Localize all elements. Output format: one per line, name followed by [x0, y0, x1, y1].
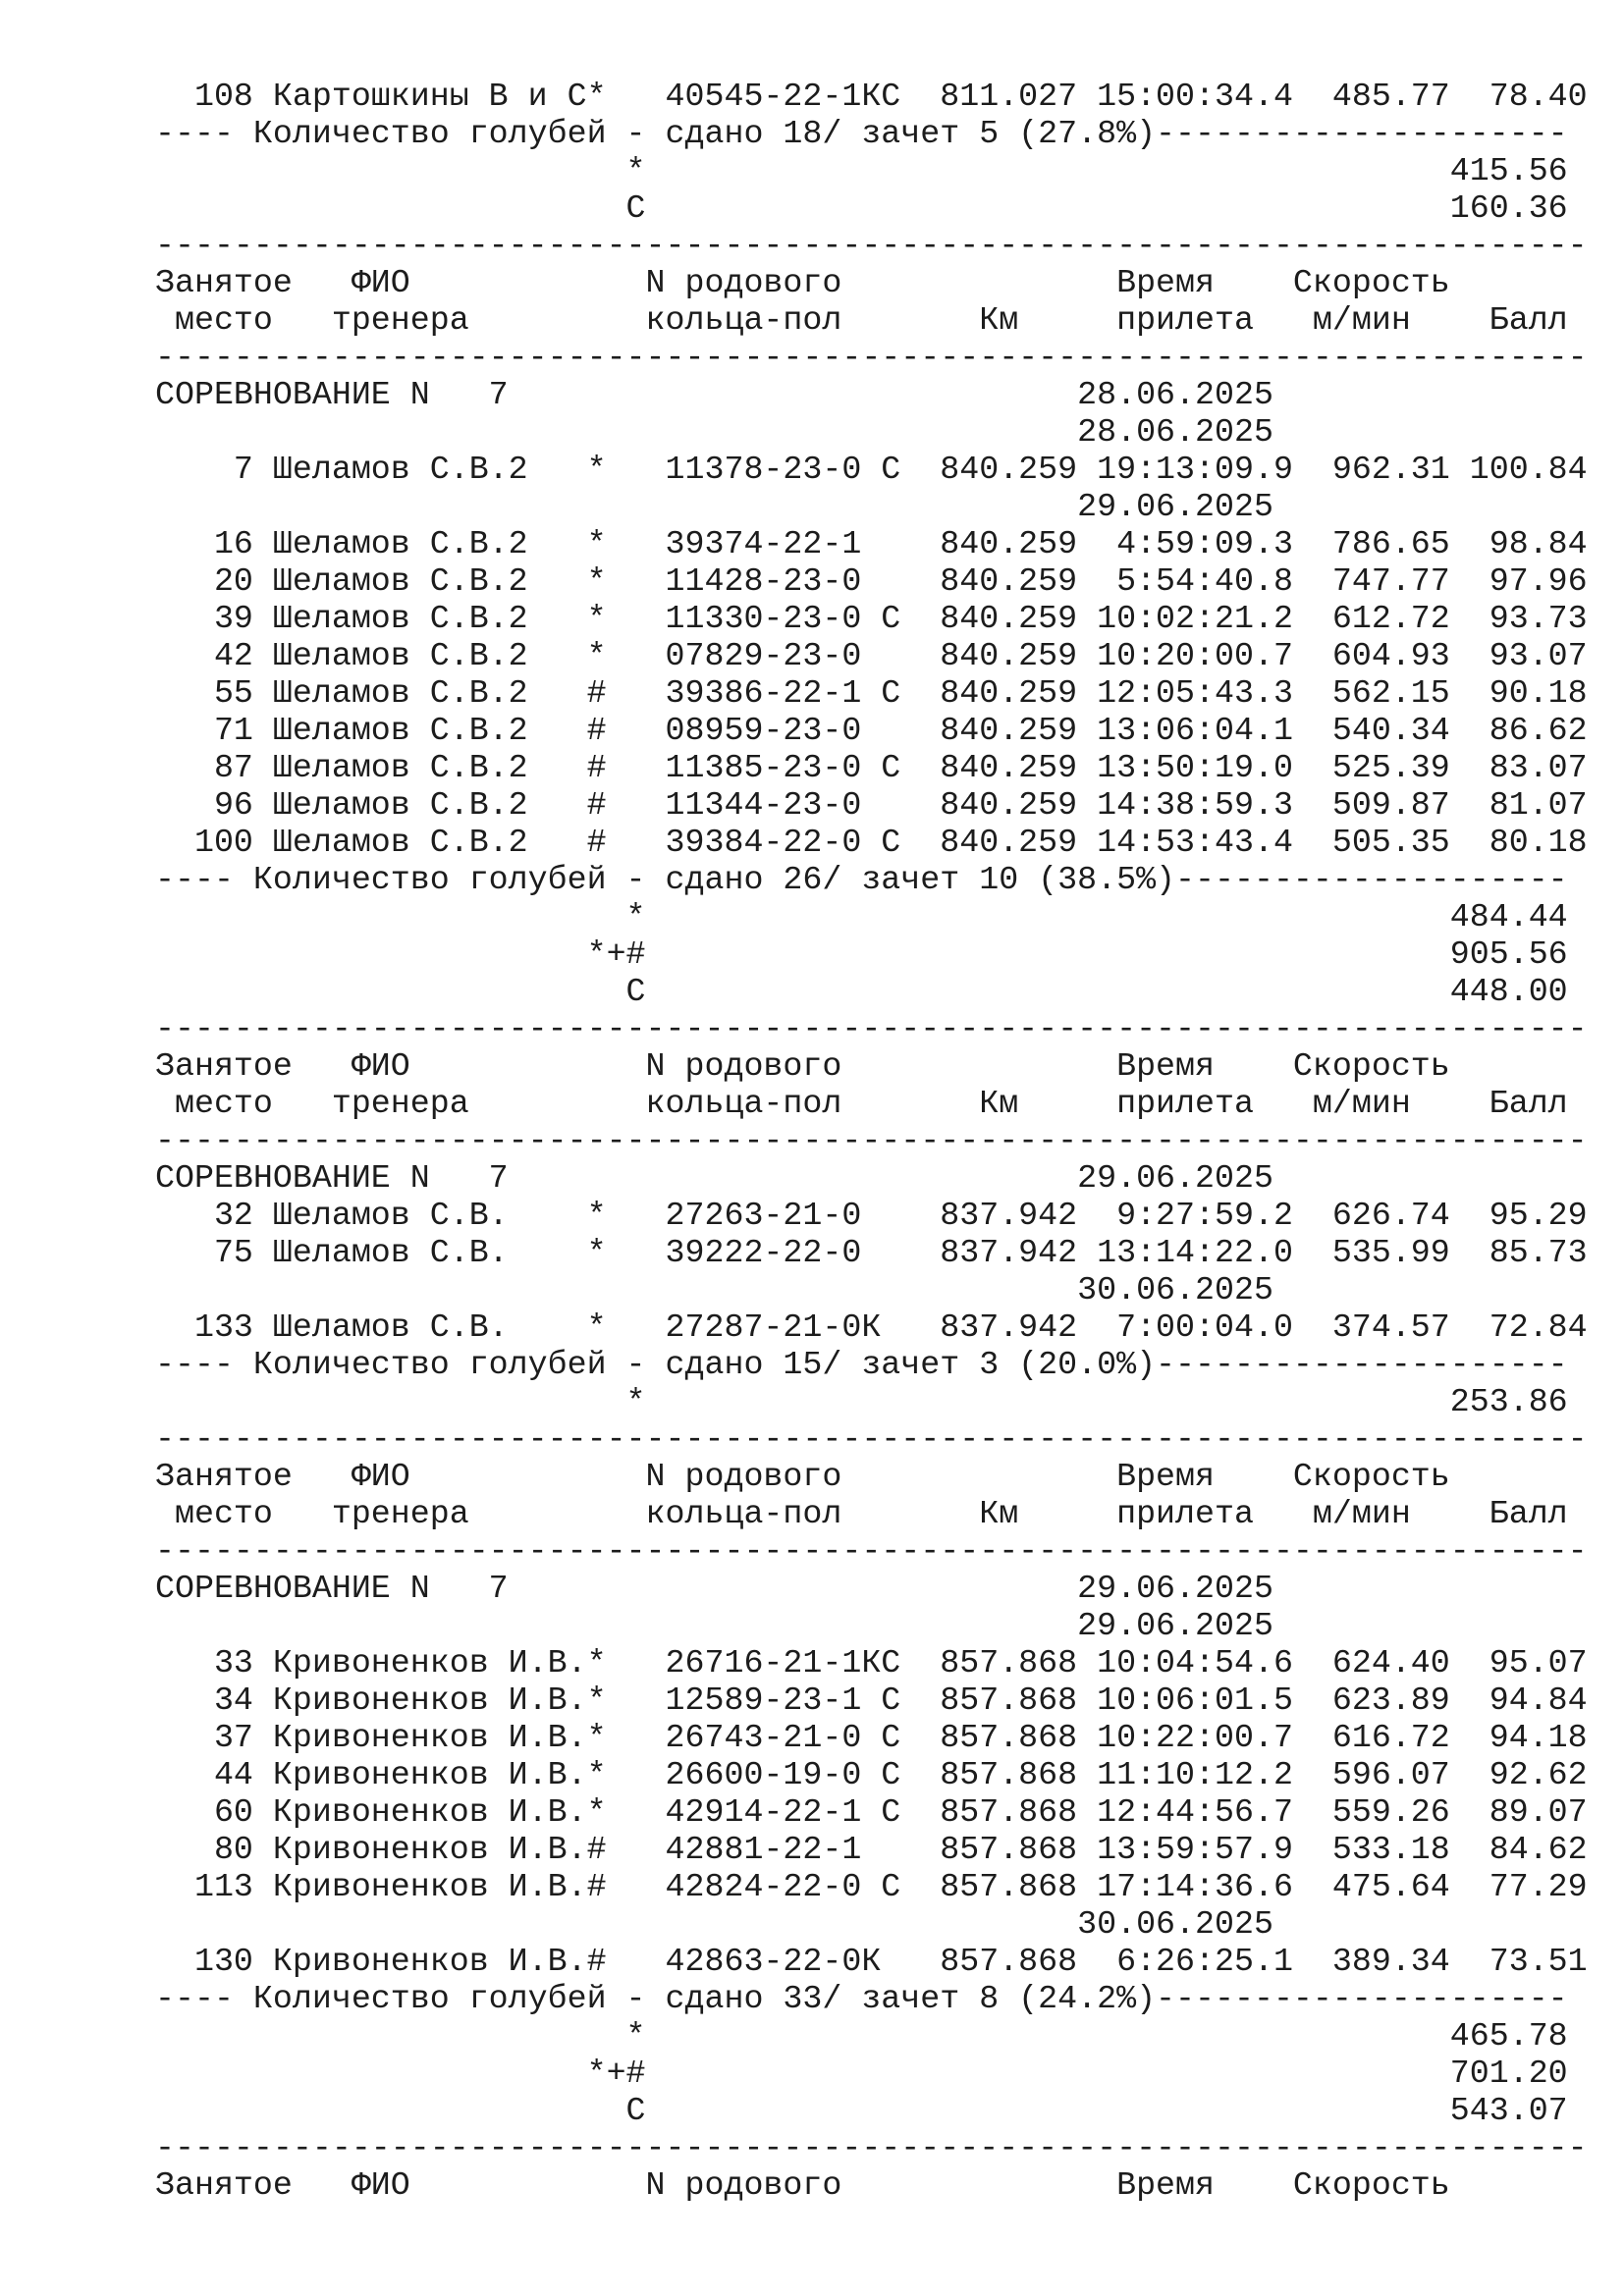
score-total-line: * 465.78: [155, 2017, 1568, 2055]
competition-header: СОРЕВНОВАНИЕ N 7 29.06.2025: [155, 1159, 1273, 1197]
column-header: место тренера кольца-пол Км прилета м/мин Балл: [155, 1495, 1568, 1532]
score-total-line: *+# 905.56: [155, 935, 1568, 973]
summary-line: ---- Количество голубей - сдано 15/ зачет 3 (20.0%)---------------------: [155, 1346, 1568, 1383]
separator-line: -------------------------------------------------------------------------: [155, 1532, 1588, 1570]
score-total-line: * 415.56: [155, 152, 1568, 189]
result-row: 44 Кривоненков И.В.* 26600-19-0 C 857.868 11:10:12.2 596.07 92.62: [155, 1756, 1588, 1793]
result-row: 55 Шеламов С.В.2 # 39386-22-1 C 840.259 12:05:43.3 562.15 90.18: [155, 674, 1588, 712]
result-row: 16 Шеламов С.В.2 * 39374-22-1 840.259 4:59:09.3 786.65 98.84: [155, 525, 1588, 562]
result-row: 34 Кривоненков И.В.* 12589-23-1 C 857.868 10:06:01.5 623.89 94.84: [155, 1682, 1588, 1719]
date-line: 29.06.2025: [155, 488, 1273, 525]
column-header: место тренера кольца-пол Км прилета м/мин Балл: [155, 301, 1568, 339]
column-header: Занятое ФИО N родового Время Скорость: [155, 1047, 1450, 1085]
result-row: 108 Картошкины В и С* 40545-22-1КС 811.027 15:00:34.4 485.77 78.40: [155, 78, 1588, 115]
result-row: 60 Кривоненков И.В.* 42914-22-1 C 857.868 12:44:56.7 559.26 89.07: [155, 1793, 1588, 1831]
score-total-line: * 253.86: [155, 1383, 1568, 1420]
result-row: 42 Шеламов С.В.2 * 07829-23-0 840.259 10:20:00.7 604.93 93.07: [155, 637, 1588, 674]
result-row: 80 Кривоненков И.В.# 42881-22-1 857.868 13:59:57.9 533.18 84.62: [155, 1831, 1588, 1868]
date-line: 28.06.2025: [155, 413, 1273, 451]
competition-header: СОРЕВНОВАНИЕ N 7 28.06.2025: [155, 376, 1273, 413]
column-header: Занятое ФИО N родового Время Скорость: [155, 1458, 1450, 1495]
result-row: 39 Шеламов С.В.2 * 11330-23-0 C 840.259 10:02:21.2 612.72 93.73: [155, 600, 1588, 637]
column-header: Занятое ФИО N родового Время Скорость: [155, 2166, 1450, 2204]
results-document: [155, 78, 1588, 2204]
result-row: 71 Шеламов С.В.2 # 08959-23-0 840.259 13:06:04.1 540.34 86.62: [155, 712, 1588, 749]
summary-line: ---- Количество голубей - сдано 18/ зачет 5 (27.8%)---------------------: [155, 115, 1568, 152]
separator-line: -------------------------------------------------------------------------: [155, 227, 1588, 264]
competition-header: СОРЕВНОВАНИЕ N 7 29.06.2025: [155, 1570, 1273, 1607]
separator-line: -------------------------------------------------------------------------: [155, 2129, 1588, 2166]
result-row: 32 Шеламов С.В. * 27263-21-0 837.942 9:27:59.2 626.74 95.29: [155, 1197, 1588, 1234]
summary-line: ---- Количество голубей - сдано 26/ зачет 10 (38.5%)--------------------: [155, 861, 1568, 898]
score-total-line: *+# 701.20: [155, 2055, 1568, 2092]
result-row: 96 Шеламов С.В.2 # 11344-23-0 840.259 14:38:59.3 509.87 81.07: [155, 786, 1588, 824]
separator-line: -------------------------------------------------------------------------: [155, 339, 1588, 376]
score-total-line: * 484.44: [155, 898, 1568, 935]
separator-line: -------------------------------------------------------------------------: [155, 1420, 1588, 1458]
result-row: 130 Кривоненков И.В.# 42863-22-0К 857.868 6:26:25.1 389.34 73.51: [155, 1943, 1588, 1980]
result-row: 133 Шеламов С.В. * 27287-21-0К 837.942 7:00:04.0 374.57 72.84: [155, 1308, 1588, 1346]
separator-line: -------------------------------------------------------------------------: [155, 1122, 1588, 1159]
result-row: 7 Шеламов С.В.2 * 11378-23-0 C 840.259 19:13:09.9 962.31 100.84: [155, 451, 1588, 488]
date-line: 30.06.2025: [155, 1271, 1273, 1308]
result-row: 75 Шеламов С.В. * 39222-22-0 837.942 13:14:22.0 535.99 85.73: [155, 1234, 1588, 1271]
column-header: Занятое ФИО N родового Время Скорость: [155, 264, 1450, 301]
result-row: 113 Кривоненков И.В.# 42824-22-0 C 857.868 17:14:36.6 475.64 77.29: [155, 1868, 1588, 1905]
score-total-line: C 543.07: [155, 2092, 1568, 2129]
result-row: 33 Кривоненков И.В.* 26716-21-1КС 857.868 10:04:54.6 624.40 95.07: [155, 1644, 1588, 1682]
separator-line: -------------------------------------------------------------------------: [155, 1010, 1588, 1047]
summary-line: ---- Количество голубей - сдано 33/ зачет 8 (24.2%)---------------------: [155, 1980, 1568, 2017]
result-row: 20 Шеламов С.В.2 * 11428-23-0 840.259 5:54:40.8 747.77 97.96: [155, 562, 1588, 600]
score-total-line: C 448.00: [155, 973, 1568, 1010]
date-line: 29.06.2025: [155, 1607, 1273, 1644]
score-total-line: C 160.36: [155, 189, 1568, 227]
date-line: 30.06.2025: [155, 1905, 1273, 1943]
result-row: 37 Кривоненков И.В.* 26743-21-0 C 857.868 10:22:00.7 616.72 94.18: [155, 1719, 1588, 1756]
result-row: 100 Шеламов С.В.2 # 39384-22-0 C 840.259 14:53:43.4 505.35 80.18: [155, 824, 1588, 861]
column-header: место тренера кольца-пол Км прилета м/мин Балл: [155, 1085, 1568, 1122]
result-row: 87 Шеламов С.В.2 # 11385-23-0 C 840.259 13:50:19.0 525.39 83.07: [155, 749, 1588, 786]
